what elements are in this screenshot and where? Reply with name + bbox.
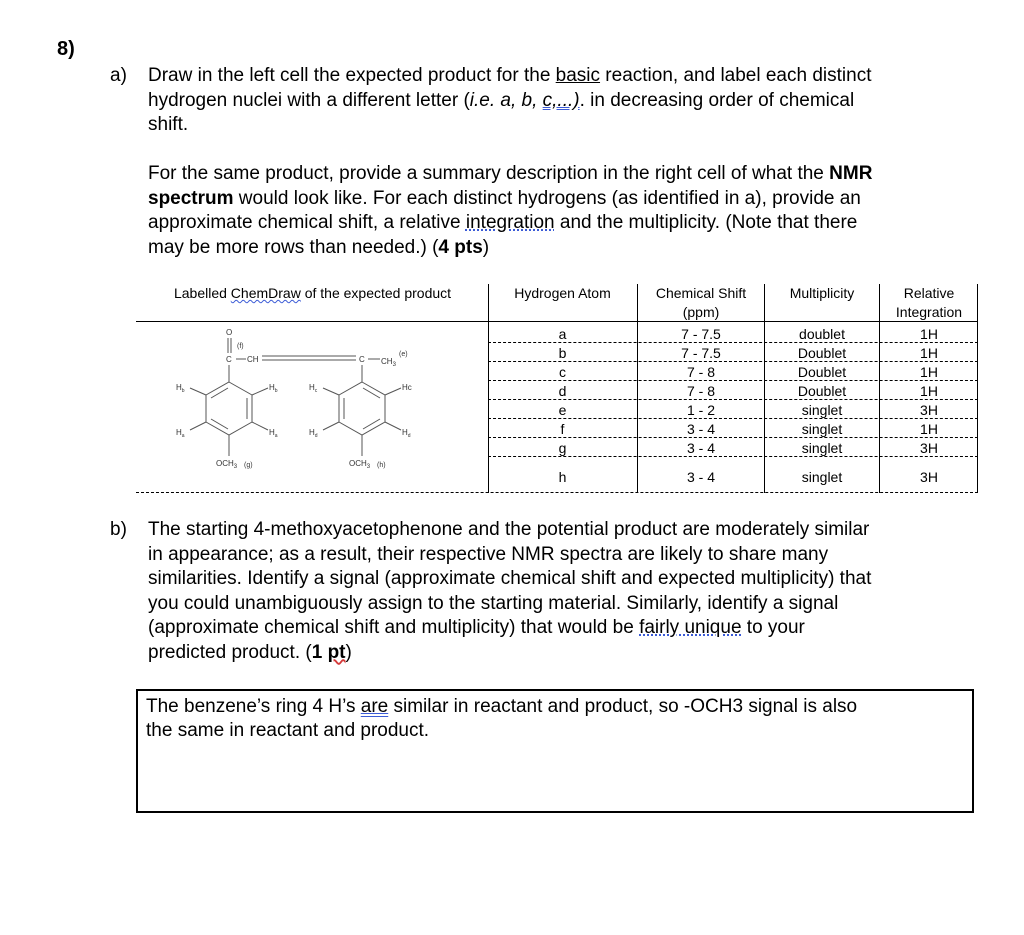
cell-atom: c bbox=[559, 364, 566, 380]
cell-integration: 1H bbox=[920, 364, 938, 380]
label-hb-2: $H_b$ bbox=[269, 383, 278, 394]
cell-shift: 1 - 2 bbox=[686, 402, 715, 418]
ring-double-bond bbox=[211, 388, 228, 398]
label-ch3: $CH_3$ bbox=[381, 357, 396, 368]
cell-integration: 3H bbox=[920, 440, 938, 456]
h-bond bbox=[323, 422, 339, 430]
cell-integration: 3H bbox=[920, 469, 938, 485]
cell-atom: a bbox=[558, 326, 567, 342]
ring-double-bond bbox=[363, 388, 380, 398]
cell-atom: g bbox=[558, 440, 567, 456]
part-b-line-4: you could unambiguously assign to the starting material. Similarly, identify a signal bbox=[148, 592, 839, 614]
chemdraw-structure bbox=[140, 322, 485, 492]
label-hd-right: $H_d$ bbox=[402, 428, 411, 439]
part-a-label: a) bbox=[110, 65, 127, 86]
part-a-line-2: hydrogen nuclei with a different letter (i.e. a, b, c,...). in decreasing order of chemical bbox=[148, 89, 855, 111]
left-benzene-ring bbox=[206, 382, 252, 435]
cell-multiplicity: doublet bbox=[799, 326, 845, 342]
cell-atom: d bbox=[558, 383, 567, 399]
part-b-line-6: predicted product. (1 pt) bbox=[148, 641, 352, 663]
h-bond bbox=[252, 388, 268, 395]
cell-integration: 1H bbox=[920, 383, 938, 399]
header-integration: Relative Integration bbox=[895, 285, 963, 320]
part-a-paragraph-2 bbox=[148, 162, 978, 260]
h-bond bbox=[190, 388, 206, 395]
h-bond bbox=[252, 422, 268, 430]
cell-shift: 7 - 8 bbox=[686, 364, 715, 380]
cell-shift: 7 - 8 bbox=[686, 383, 715, 399]
cell-shift: 3 - 4 bbox=[686, 469, 715, 485]
part-a-p2-line-3: approximate chemical shift, a relative integration and the multiplicity. (Note that there bbox=[148, 212, 858, 233]
table-bottom-rule bbox=[136, 492, 978, 493]
label-f: (f) bbox=[237, 343, 244, 350]
header-chemical-shift: Chemical Shift (ppm) bbox=[655, 285, 747, 320]
cell-multiplicity: singlet bbox=[801, 402, 843, 418]
header-structure: Labelled ChemDraw of the expected product bbox=[173, 285, 452, 301]
basic-word: basic bbox=[555, 65, 601, 86]
cell-atom: f bbox=[560, 421, 565, 437]
part-a-paragraph-1 bbox=[148, 64, 978, 138]
cell-shift: 3 - 4 bbox=[686, 440, 715, 456]
label-g: (g) bbox=[244, 462, 253, 469]
h-bond bbox=[323, 388, 339, 395]
part-b-label: b) bbox=[110, 519, 127, 540]
part-a-p2-line-4: may be more rows than needed.) (4 pts) bbox=[148, 236, 490, 258]
part-a-p2-line-1: For the same product, provide a summary description in the right cell of what the NMR bbox=[148, 163, 873, 184]
label-ha-left: $H_a$ bbox=[176, 428, 185, 439]
label-c2: C bbox=[359, 355, 365, 364]
question-number: 8) bbox=[57, 38, 75, 60]
label-ha-2: $H_a$ bbox=[269, 428, 278, 439]
cell-shift: 3 - 4 bbox=[686, 421, 715, 437]
ring-double-bond bbox=[211, 419, 228, 429]
right-benzene-ring bbox=[339, 382, 385, 435]
cell-multiplicity: singlet bbox=[801, 469, 843, 485]
part-b-line-2: in appearance; as a result, their respective NMR spectra are likely to share many bbox=[148, 543, 829, 565]
cell-multiplicity: Doublet bbox=[797, 364, 847, 380]
label-h: (h) bbox=[377, 462, 386, 469]
label-hc-right: Hc bbox=[402, 383, 412, 392]
label-e: (e) bbox=[399, 351, 408, 358]
h-bond bbox=[385, 388, 401, 395]
label-o: O bbox=[226, 328, 233, 337]
header-hydrogen-atom: Hydrogen Atom bbox=[514, 285, 611, 301]
cell-shift: 7 - 7.5 bbox=[681, 345, 721, 361]
part-b-line-1: The starting 4-methoxyacetophenone and the potential product are moderately similar bbox=[148, 519, 870, 540]
part-a-p2-line-2: spectrum would look like. For each distinct hydrogens (as identified in a), provide an bbox=[148, 187, 861, 209]
cell-atom: e bbox=[558, 402, 567, 418]
cell-multiplicity: singlet bbox=[801, 440, 843, 456]
cell-multiplicity: singlet bbox=[801, 421, 843, 437]
answer-box[interactable] bbox=[136, 689, 974, 813]
label-hc-2: $H_c$ bbox=[309, 383, 318, 394]
h-bond bbox=[385, 422, 401, 430]
header-multiplicity: Multiplicity bbox=[789, 285, 855, 301]
part-b-line-5: (approximate chemical shift and multiplicity) that would be fairly unique to your bbox=[148, 617, 805, 638]
label-och3-h: $OCH_3$ bbox=[349, 459, 371, 470]
cell-integration: 1H bbox=[920, 345, 938, 361]
ring-double-bond bbox=[363, 419, 380, 429]
label-och3-g: $OCH_3$ bbox=[216, 459, 238, 470]
label-hd-2: $H_d$ bbox=[309, 428, 318, 439]
h-bond bbox=[190, 422, 206, 430]
cell-integration: 3H bbox=[920, 402, 938, 418]
cell-multiplicity: Doublet bbox=[797, 345, 847, 361]
answer-line-2: the same in reactant and product. bbox=[146, 720, 430, 741]
answer-line-1: The benzene’s ring 4 H’s are similar in reactant and product, so -OCH3 signal is also bbox=[146, 696, 858, 717]
label-ch: CH bbox=[247, 355, 259, 364]
cell-shift: 7 - 7.5 bbox=[681, 326, 721, 342]
cell-atom: h bbox=[558, 469, 567, 485]
cell-integration: 1H bbox=[920, 421, 938, 437]
cell-atom: b bbox=[558, 345, 567, 361]
cell-multiplicity: Doublet bbox=[797, 383, 847, 399]
label-hb-left: $H_b$ bbox=[176, 383, 185, 394]
label-c1: C bbox=[226, 355, 232, 364]
part-b-line-3: similarities. Identify a signal (approximate chemical shift and expected multiplicity) that bbox=[148, 568, 872, 589]
part-b-paragraph bbox=[148, 518, 978, 665]
part-a-line-3: shift. bbox=[148, 114, 189, 135]
table-col-divider-1 bbox=[488, 284, 489, 493]
part-a-line-1: Draw in the left cell the expected product for the basic reaction, and label each distinct bbox=[148, 65, 872, 86]
cell-integration: 1H bbox=[920, 326, 938, 342]
